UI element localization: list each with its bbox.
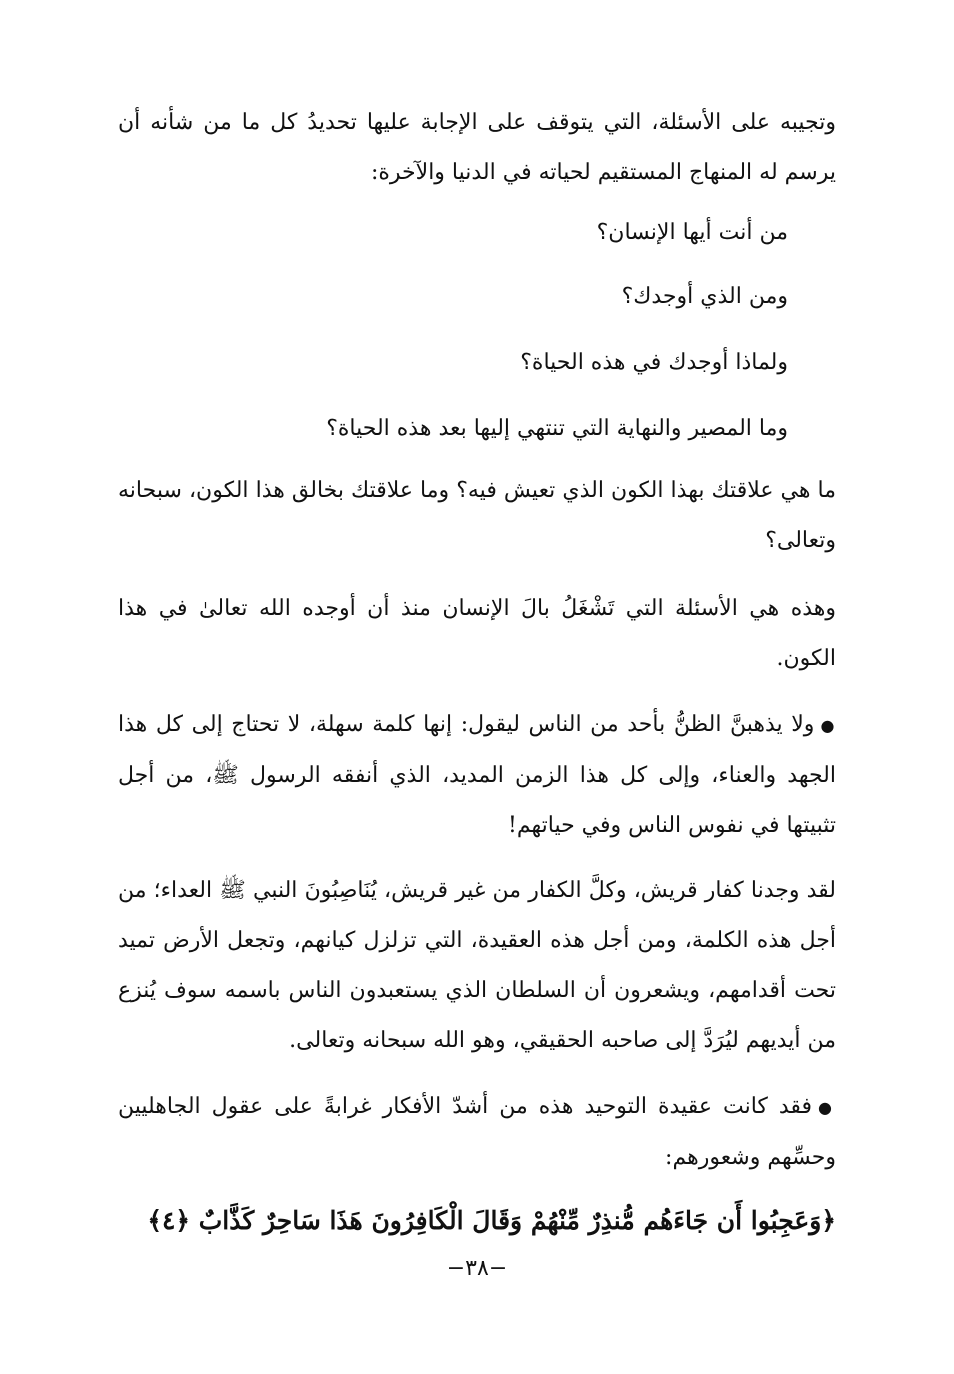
question-who-created-you: ومن الذي أوجدك؟ bbox=[621, 284, 788, 309]
bullet-icon: ● bbox=[820, 716, 836, 735]
paragraph-bullet-two bbox=[118, 1082, 836, 1183]
paragraph-questions-intro: وتجيبه على الأسئلة، التي يتوقف على الإجابة عليها تحديدُ كل ما من شأنه أن يرسم له المنهاج المستقيم لحياته في الدنيا والآخرة: bbox=[118, 110, 836, 185]
paragraph-bullet-one bbox=[118, 700, 836, 851]
question-who-are-you: من أنت أيها الإنسان؟ bbox=[596, 220, 788, 245]
question-destiny: وما المصير والنهاية التي تنتهي إليها بعد هذه الحياة؟ bbox=[326, 416, 788, 441]
question-why-created: ولماذا أوجدك في هذه الحياة؟ bbox=[520, 350, 788, 375]
paragraph-quraysh: لقد وجدنا كفار قريش، وكلَّ الكفار من غير قريش، يُنَاصِبُونَ النبي ﷺ العداء؛ من أجل هذه الكلمة، ومن أجل هذه العقيدة، التي تزلزل كيانهم، وتجعل الأرض تميد تحت أقدامهم، ويشعرون أن السلطان الذي يستعبدون الناس باسمه سوف يُنزع من أيديهم ليُرَدَّ إلى صاحبه الحقيقي، وهو الله سبحانه وتعالى. bbox=[118, 878, 836, 1053]
bullet-icon: ● bbox=[818, 1098, 836, 1117]
paragraph-these-questions: وهذه هي الأسئلة التي تَشْغَلُ بالَ الإنسان منذ أن أوجده الله تعالىٰ في هذا الكون. bbox=[118, 596, 836, 671]
quran-verse: ﴿وَعَجِبُوا أَن جَاءَهُم مُّنذِرٌ مِّنْهُمْ وَقَالَ الْكَافِرُونَ هَذَا سَاحِرٌ كَذَّابٌ ﴿٤﴾ bbox=[147, 1206, 836, 1235]
paragraph-bullet-two-text: فقد كانت عقيدة التوحيد هذه من أشدّ الأفكار غرابةً على عقول الجاهليين وحسِّهم وشعورهم: bbox=[118, 1094, 836, 1170]
page-number: −٣٨− bbox=[446, 1256, 508, 1281]
paragraph-relation-universe: ما هي علاقتك بهذا الكون الذي تعيش فيه؟ وما علاقتك بخالق هذا الكون، سبحانه وتعالى؟ bbox=[118, 478, 836, 553]
paragraph-bullet-one-text: ولا يذهبنَّ الظنُّ بأحد من الناس ليقول: إنها كلمة سهلة، لا تحتاج إلى كل هذا الجهد والعناء، وإلى كل هذا الزمن المديد، الذي أنفقه الرسول ﷺ، من أجل تثبيتها في نفوس الناس وفي حياتهم! bbox=[118, 712, 836, 838]
